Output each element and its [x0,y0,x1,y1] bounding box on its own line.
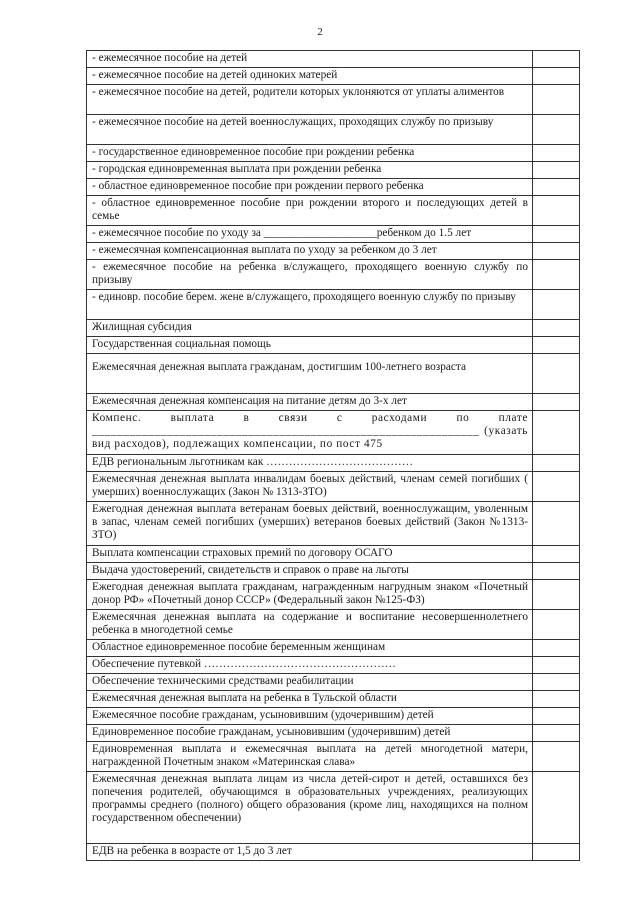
value-cell [533,354,580,394]
value-cell [533,772,580,844]
benefit-type-cell: Обеспечение путевкой …………………………………………… [87,657,533,674]
benefit-type-cell: Выплата компенсации страховых премий по договору ОСАГО [87,546,533,563]
table-row [87,51,580,68]
table-row [87,502,580,546]
benefit-type-cell: Ежемесячная денежная выплата инвалидам боевых действий, членам семей погибших ( умерших) военнослужащих (Закон № 1313-ЗТО) [87,472,533,502]
table-row [87,243,580,260]
value-cell [533,708,580,725]
benefit-type-cell: Ежемесячная денежная выплата на содержание и воспитание несовершеннолетнего ребенка в многодетной семье [87,610,533,640]
value-cell [533,640,580,657]
value-cell [533,179,580,196]
value-cell [533,226,580,243]
benefit-type-cell: Ежегодная денежная выплата ветеранам боевых действий, военнослужащим, уволенным в запас, членам семей погибших (умерших) ветеранов боевых действий (Закон №1313-ЗТО) [87,502,533,546]
table-row [87,674,580,691]
value-cell [533,455,580,472]
table-row [87,610,580,640]
page-number: 2 [317,26,323,38]
table-row [87,162,580,179]
value-cell [533,115,580,145]
benefit-type-cell: - городская единовременная выплата при рождении ребенка [87,162,533,179]
table-row [87,337,580,354]
table-row [87,772,580,844]
benefit-type-cell: Областное единовременное пособие беременным женщинам [87,640,533,657]
benefit-type-cell: Ежемесячная денежная выплата на ребенка в Тульской области [87,691,533,708]
benefit-type-cell: Ежемесячное пособие гражданам, усыновившим (удочерившим) детей [87,708,533,725]
benefit-type-cell: Обеспечение техническими средствами реабилитации [87,674,533,691]
table-row [87,580,580,610]
value-cell [533,243,580,260]
table-row [87,85,580,115]
benefit-type-cell: - областное единовременное пособие при рождении первого ребенка [87,179,533,196]
table-row [87,657,580,674]
benefit-type-cell: - областное единовременное пособие при рождении второго и последующих детей в семье [87,196,533,226]
table-row [87,725,580,742]
benefit-type-cell: - единовр. пособие берем. жене в/служащего, проходящего военную службу по призыву [87,290,533,320]
benefit-type-cell: Жилищная субсидия [87,320,533,337]
table-row [87,472,580,502]
table-row [87,196,580,226]
value-cell [533,290,580,320]
table-row [87,455,580,472]
value-cell [533,657,580,674]
benefit-type-cell: ЕДВ на ребенка в возрасте от 1,5 до 3 лет [87,844,533,861]
table-row [87,844,580,861]
value-cell [533,546,580,563]
benefit-type-cell: Государственная социальная помощь [87,337,533,354]
value-cell [533,145,580,162]
value-cell [533,844,580,861]
value-cell [533,411,580,455]
table-row [87,411,580,455]
table-row [87,226,580,243]
benefit-type-cell: - ежемесячное пособие на детей одиноких матерей [87,68,533,85]
benefit-type-cell: Единовременное пособие гражданам, усыновившим (удочерившим) детей [87,725,533,742]
table-row [87,354,580,394]
benefit-type-cell: Компенс. выплата в связи с расходами по плате ______________________________________________________________ (указать вид расходов), подлежащих компенсации, по пост 475 [87,411,533,455]
table-row [87,563,580,580]
benefit-type-cell: ЕДВ региональным льготникам как ………………………………… [87,455,533,472]
value-cell [533,725,580,742]
value-cell [533,337,580,354]
benefits-table [86,50,580,861]
table-row [87,115,580,145]
table-row [87,320,580,337]
value-cell [533,502,580,546]
value-cell [533,563,580,580]
benefit-type-cell: Единовременная выплата и ежемесячная выплата на детей многодетной матери, награжденной Почетным знаком «Материнская слава» [87,742,533,772]
benefit-type-cell: Ежегодная денежная выплата гражданам, награжденным нагрудным знаком «Почетный донор РФ» «Почетный донор СССР» (Федеральный закон №125-ФЗ) [87,580,533,610]
value-cell [533,85,580,115]
benefit-type-cell: - ежемесячное пособие по уходу за ____________________ребенком до 1.5 лет [87,226,533,243]
benefit-type-cell: - государственное единовременное пособие при рождении ребенка [87,145,533,162]
table-row [87,640,580,657]
benefit-type-cell: Ежемесячная денежная выплата гражданам, достигшим 100-летнего возраста [87,354,533,394]
value-cell [533,68,580,85]
value-cell [533,674,580,691]
value-cell [533,394,580,411]
value-cell [533,742,580,772]
benefit-type-cell: Ежемесячная денежная выплата лицам из числа детей-сирот и детей, оставшихся без попечения родителей, обучающимся в образовательных учреждениях, реализующих программы среднего (полного) общего образования (кроме лиц, находящихся на полном государственном обеспечении) [87,772,533,844]
table-row [87,742,580,772]
table-row [87,179,580,196]
benefit-type-cell: Ежемесячная денежная компенсация на питание детям до 3-х лет [87,394,533,411]
value-cell [533,162,580,179]
table-row [87,691,580,708]
table-row [87,394,580,411]
benefit-type-cell: - ежемесячное пособие на ребенка в/служащего, проходящего военную службу по призыву [87,260,533,290]
benefit-type-cell: Выдача удостоверений, свидетельств и справок о праве на льготы [87,563,533,580]
value-cell [533,51,580,68]
benefit-type-cell: - ежемесячная компенсационная выплата по уходу за ребенком до 3 лет [87,243,533,260]
benefit-type-cell: - ежемесячное пособие на детей [87,51,533,68]
table-row [87,260,580,290]
value-cell [533,691,580,708]
value-cell [533,580,580,610]
value-cell [533,196,580,226]
table-row [87,546,580,563]
benefit-type-cell: - ежемесячное пособие на детей, родители которых уклоняются от уплаты алиментов [87,85,533,115]
value-cell [533,320,580,337]
value-cell [533,260,580,290]
table-row [87,290,580,320]
value-cell [533,610,580,640]
table-row [87,145,580,162]
table-row [87,68,580,85]
benefit-type-cell: - ежемесячное пособие на детей военнослужащих, проходящих службу по призыву [87,115,533,145]
value-cell [533,472,580,502]
table-row [87,708,580,725]
